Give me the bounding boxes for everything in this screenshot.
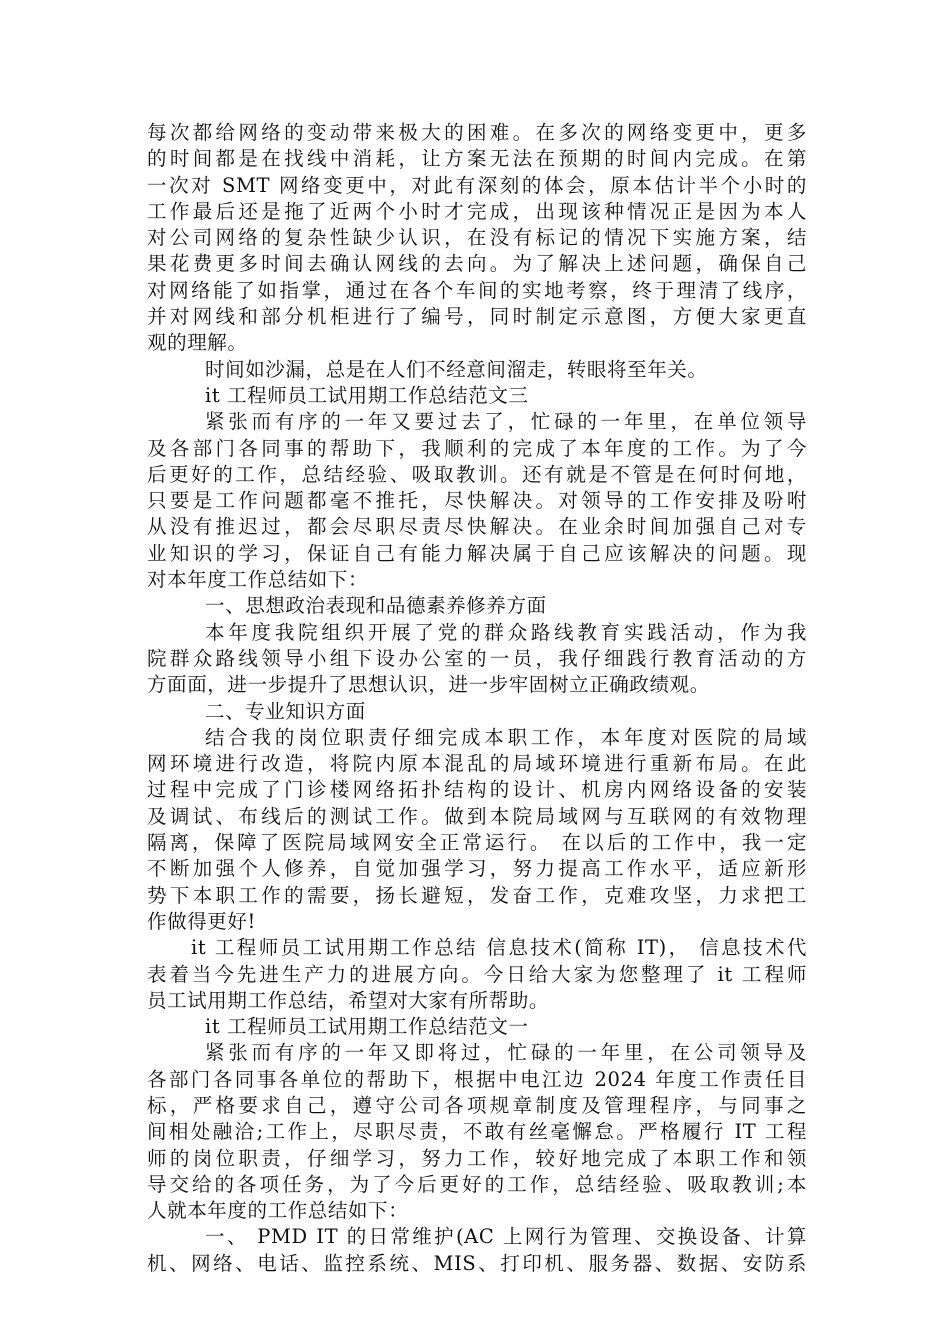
text-line: it 工程师员工试用期工作总结 信息技术(简称 IT)， 信息技术代 [191,936,807,960]
text-line: 对网络能了如指掌，通过在各个车间的实地考察，终于理清了线序， [147,278,807,302]
text-line: 标，严格要求自己，遵守公司各项规章制度及管理程序，与同事之 [147,1093,807,1117]
text-line: 机、网络、电话、监控系统、MIS、打印机、服务器、数据、安防系 [147,1251,807,1275]
text-line: 隔离，保障了医院局域网安全正常运行。 在以后的工作中，我一定 [147,831,807,855]
text-line: 紧张而有序的一年又即将过，忙碌的一年里，在公司领导及 [205,1041,807,1065]
text-line: 一、 PMD IT 的日常维护(AC 上网行为管理、交换设备、计算 [205,1225,807,1249]
text-line: 每次都给网络的变动带来极大的困难。在多次的网络变更中，更多 [147,121,807,144]
text-line: 过程中完成了门诊楼网络拓扑结构的设计、机房内网络设备的安装 [147,778,807,802]
text-line: 一、思想政治表现和品德素养修养方面 [205,594,547,618]
text-line: it 工程师员工试用期工作总结范文一 [205,1015,529,1039]
text-line: 对本年度工作总结如下： [147,568,369,592]
text-line: 的时间都是在找线中消耗，让方案无法在预期的时间内完成。在第 [147,147,807,171]
text-line: 果花费更多时间去确认网线的去向。为了解决上述问题，确保自己 [147,252,807,276]
text-line: 一次对 SMT 网络变更中，对此有深刻的体会，原本估计半个小时的 [147,173,807,197]
text-line: 导交给的各项任务，为了今后更好的工作，总结经验、吸取教训;本 [147,1172,807,1196]
text-line: 不断加强个人修养，自觉加强学习，努力提高工作水平，适应新形 [147,857,807,881]
text-line: 时间如沙漏，总是在人们不经意间溜走，转眼将至年关。 [205,357,708,381]
text-line: 只要是工作问题都毫不推托，尽快解决。对领导的工作安排及吩咐 [147,489,807,513]
text-line: 对公司网络的复杂性缺少认识，在没有标记的情况下实施方案，结 [147,226,807,250]
text-line: 业知识的学习，保证自己有能力解决属于自己应该解决的问题。现 [147,541,807,565]
text-line: 后更好的工作，总结经验、吸取教训。还有就是不管是在何时何地， [147,462,807,486]
text-line: 工作最后还是拖了近两个小时才完成，出现该种情况正是因为本人 [147,199,807,223]
text-line: 间相处融洽;工作上，尽职尽责，不敢有丝毫懈怠。严格履行 IT 工程 [147,1120,807,1144]
text-line: 人就本年度的工作总结如下： [147,1199,409,1223]
text-line: 势下本职工作的需要，扬长避短，发奋工作，克难攻坚，力求把工 [147,883,807,907]
text-line: 紧张而有序的一年又要过去了，忙碌的一年里，在单位领导 [205,410,807,434]
text-line: 并对网线和部分机柜进行了编号，同时制定示意图，方便大家更直 [147,305,807,329]
text-line: 方面面，进一步提升了思想认识，进一步牢固树立正确政绩观。 [147,673,710,697]
text-line: 二、专业知识方面 [205,699,366,723]
text-line: 院群众路线领导小组下设办公室的一员，我仔细践行教育活动的方 [147,646,807,670]
text-line: 及调试、布线后的测试工作。做到本院局域网与互联网的有效物理 [147,804,807,828]
text-line: 本年度我院组织开展了党的群众路线教育实践活动，作为我 [205,620,807,644]
text-line: 作做得更好! [147,909,256,933]
text-line: 表着当今先进生产力的进展方向。今日给大家为您整理了 it 工程师 [147,962,807,986]
document-body [147,120,807,1277]
text-line: 及各部门各同事的帮助下，我顺利的完成了本年度的工作。为了今 [147,436,807,460]
text-line: 观的理解。 [147,331,248,355]
text-line: it 工程师员工试用期工作总结范文三 [205,383,529,407]
text-line: 员工试用期工作总结，希望对大家有所帮助。 [147,988,550,1012]
text-line: 结合我的岗位职责仔细完成本职工作，本年度对医院的局域 [205,725,807,749]
text-line: 各部门各同事各单位的帮助下，根据中电江边 2024 年度工作责任目 [147,1067,807,1091]
text-line: 师的岗位职责，仔细学习，努力工作，较好地完成了本职工作和领 [147,1146,807,1170]
text-line: 从没有推迟过，都会尽职尽责尽快解决。在业余时间加强自己对专 [147,515,807,539]
text-line: 网环境进行改造，将院内原本混乱的局域环境进行重新布局。在此 [147,752,807,776]
